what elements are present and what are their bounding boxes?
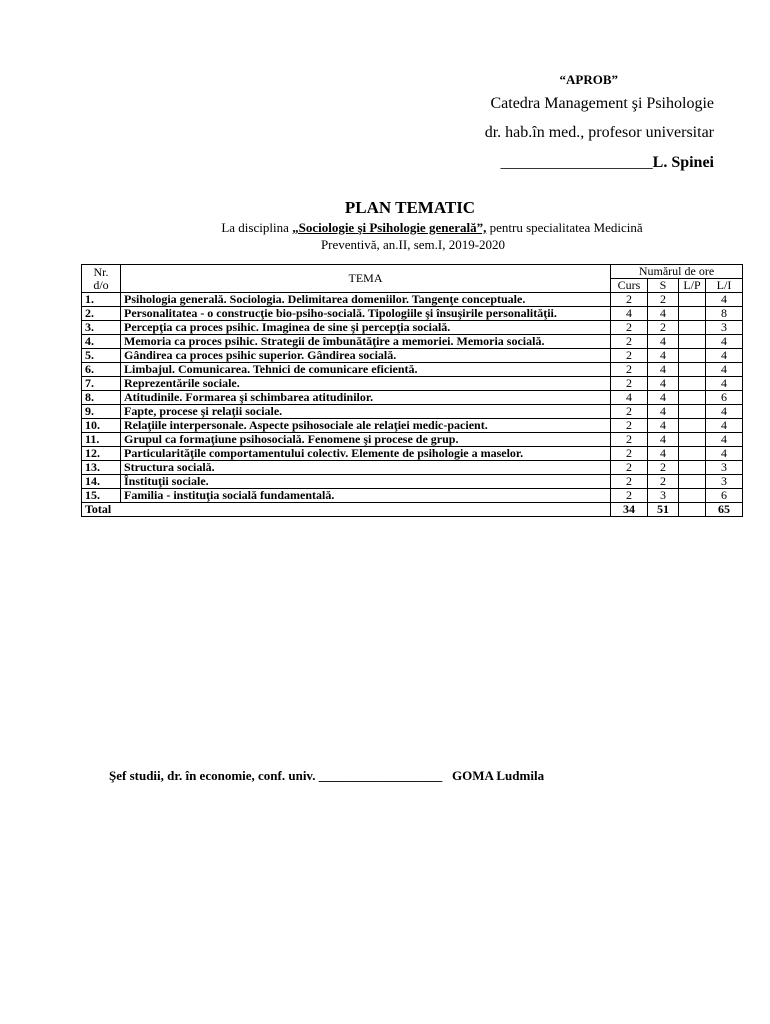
row-lp bbox=[679, 461, 706, 475]
row-number: 4. bbox=[82, 335, 121, 349]
row-number: 10. bbox=[82, 419, 121, 433]
row-curs: 2 bbox=[611, 461, 648, 475]
row-lp bbox=[679, 363, 706, 377]
row-curs: 2 bbox=[611, 419, 648, 433]
header-tema: TEMA bbox=[121, 265, 611, 293]
table-row bbox=[82, 335, 743, 349]
row-topic: Înstituţii sociale. bbox=[121, 475, 611, 489]
header-lp: L/P bbox=[679, 279, 706, 293]
row-curs: 2 bbox=[611, 447, 648, 461]
header-li: L/I bbox=[706, 279, 743, 293]
row-topic: Fapte, procese şi relaţii sociale. bbox=[121, 405, 611, 419]
row-li: 4 bbox=[706, 377, 743, 391]
row-topic: Personalitatea - o construcţie bio-psiho-socială. Tipologiile şi însuşirile personalităţii. bbox=[121, 307, 611, 321]
total-s: 51 bbox=[648, 503, 679, 517]
row-number: 2. bbox=[82, 307, 121, 321]
table-row bbox=[82, 447, 743, 461]
row-topic: Psihologia generală. Sociologia. Delimitarea domeniilor. Tangenţe conceptuale. bbox=[121, 293, 611, 307]
signature-name: L. Spinei bbox=[652, 154, 714, 171]
header-hours: Numărul de ore bbox=[611, 265, 743, 279]
total-label: Total bbox=[82, 503, 611, 517]
row-lp bbox=[679, 293, 706, 307]
footer-name: GOMA Ludmila bbox=[451, 768, 545, 783]
row-s: 4 bbox=[648, 419, 679, 433]
row-curs: 2 bbox=[611, 475, 648, 489]
signature-blank: ___________________ bbox=[500, 154, 653, 171]
approve-heading: “APROB” bbox=[559, 72, 618, 87]
row-number: 15. bbox=[82, 489, 121, 503]
row-topic: Atitudinile. Formarea şi schimbarea atitudinilor. bbox=[121, 391, 611, 405]
row-topic: Percepţia ca proces psihic. Imaginea de sine şi percepţia socială. bbox=[121, 321, 611, 335]
row-lp bbox=[679, 321, 706, 335]
row-curs: 4 bbox=[611, 391, 648, 405]
row-topic: Structura socială. bbox=[121, 461, 611, 475]
row-lp bbox=[679, 391, 706, 405]
row-li: 3 bbox=[706, 461, 743, 475]
row-li: 3 bbox=[706, 475, 743, 489]
row-topic: Gândirea ca proces psihic superior. Gândirea socială. bbox=[121, 349, 611, 363]
row-s: 2 bbox=[648, 321, 679, 335]
row-topic: Reprezentările sociale. bbox=[121, 377, 611, 391]
row-topic: Memoria ca proces psihic. Strategii de îmbunătăţire a memoriei. Memoria socială. bbox=[121, 335, 611, 349]
row-s: 4 bbox=[648, 447, 679, 461]
row-curs: 2 bbox=[611, 489, 648, 503]
row-lp bbox=[679, 307, 706, 321]
row-number: 9. bbox=[82, 405, 121, 419]
row-li: 4 bbox=[706, 363, 743, 377]
row-curs: 2 bbox=[611, 433, 648, 447]
row-li: 8 bbox=[706, 307, 743, 321]
total-curs: 34 bbox=[611, 503, 648, 517]
row-topic: Particularităţile comportamentului colectiv. Elemente de psihologie a maselor. bbox=[121, 447, 611, 461]
subtitle-prefix: La disciplina bbox=[221, 220, 293, 235]
row-s: 4 bbox=[648, 307, 679, 321]
discipline-name: „Sociologie şi Psihologie generală”, bbox=[292, 220, 487, 235]
row-curs: 2 bbox=[611, 293, 648, 307]
row-s: 4 bbox=[648, 433, 679, 447]
total-lp bbox=[679, 503, 706, 517]
row-s: 4 bbox=[648, 349, 679, 363]
department-line: Catedra Management şi Psihologie bbox=[490, 95, 714, 112]
table-total-row bbox=[82, 503, 743, 517]
row-number: 6. bbox=[82, 363, 121, 377]
row-s: 4 bbox=[648, 391, 679, 405]
row-lp bbox=[679, 335, 706, 349]
subtitle-suffix: pentru specialitatea Medicină bbox=[486, 220, 643, 235]
row-number: 7. bbox=[82, 377, 121, 391]
table-row bbox=[82, 321, 743, 335]
total-li: 65 bbox=[706, 503, 743, 517]
row-number: 5. bbox=[82, 349, 121, 363]
header-curs: Curs bbox=[611, 279, 648, 293]
table-row bbox=[82, 419, 743, 433]
table-row bbox=[82, 349, 743, 363]
row-lp bbox=[679, 349, 706, 363]
row-number: 12. bbox=[82, 447, 121, 461]
row-s: 4 bbox=[648, 335, 679, 349]
table-row bbox=[82, 391, 743, 405]
row-li: 6 bbox=[706, 489, 743, 503]
row-number: 8. bbox=[82, 391, 121, 405]
row-s: 4 bbox=[648, 405, 679, 419]
row-topic: Familia - instituţia socială fundamentală. bbox=[121, 489, 611, 503]
row-lp bbox=[679, 489, 706, 503]
table-row bbox=[82, 293, 743, 307]
table-header-row bbox=[82, 265, 743, 279]
row-li: 4 bbox=[706, 419, 743, 433]
footer-signature bbox=[109, 768, 544, 784]
table-row bbox=[82, 489, 743, 503]
header-s: S bbox=[648, 279, 679, 293]
row-curs: 2 bbox=[611, 321, 648, 335]
table-row bbox=[82, 475, 743, 489]
table-row bbox=[82, 363, 743, 377]
row-li: 4 bbox=[706, 433, 743, 447]
row-lp bbox=[679, 433, 706, 447]
row-li: 4 bbox=[706, 349, 743, 363]
row-number: 3. bbox=[82, 321, 121, 335]
row-li: 6 bbox=[706, 391, 743, 405]
header-nr: Nr. d/o bbox=[82, 265, 121, 293]
row-lp bbox=[679, 447, 706, 461]
row-curs: 2 bbox=[611, 377, 648, 391]
table-row bbox=[82, 405, 743, 419]
page-title: PLAN TEMATIC bbox=[344, 198, 476, 217]
row-s: 2 bbox=[648, 293, 679, 307]
professor-line: dr. hab.în med., profesor universitar bbox=[484, 124, 714, 141]
row-curs: 2 bbox=[611, 363, 648, 377]
row-topic: Limbajul. Comunicarea. Tehnici de comunicare eficientă. bbox=[121, 363, 611, 377]
subtitle-line-2: Preventivă, an.II, sem.I, 2019-2020 bbox=[320, 237, 506, 252]
row-li: 3 bbox=[706, 321, 743, 335]
topics-table bbox=[81, 264, 743, 517]
row-s: 3 bbox=[648, 489, 679, 503]
row-number: 1. bbox=[82, 293, 121, 307]
row-li: 4 bbox=[706, 335, 743, 349]
row-curs: 2 bbox=[611, 349, 648, 363]
row-s: 2 bbox=[648, 461, 679, 475]
signature-line bbox=[294, 154, 714, 172]
row-lp bbox=[679, 377, 706, 391]
row-number: 13. bbox=[82, 461, 121, 475]
row-curs: 2 bbox=[611, 335, 648, 349]
table-row bbox=[82, 377, 743, 391]
table-row bbox=[82, 433, 743, 447]
row-curs: 2 bbox=[611, 405, 648, 419]
row-topic: Grupul ca formaţiune psihosocială. Fenomene şi procese de grup. bbox=[121, 433, 611, 447]
row-lp bbox=[679, 475, 706, 489]
table-row bbox=[82, 307, 743, 321]
row-topic: Relaţiile interpersonale. Aspecte psihosociale ale relaţiei medic-pacient. bbox=[121, 419, 611, 433]
footer-text: Şef studii, dr. în economie, conf. univ. bbox=[109, 768, 316, 783]
row-s: 4 bbox=[648, 363, 679, 377]
row-lp bbox=[679, 419, 706, 433]
footer-blank: ___________________ bbox=[318, 768, 443, 783]
row-li: 4 bbox=[706, 405, 743, 419]
row-li: 4 bbox=[706, 293, 743, 307]
subtitle-line-1 bbox=[0, 220, 770, 236]
row-s: 2 bbox=[648, 475, 679, 489]
row-li: 4 bbox=[706, 447, 743, 461]
table-row bbox=[82, 461, 743, 475]
row-s: 4 bbox=[648, 377, 679, 391]
row-curs: 4 bbox=[611, 307, 648, 321]
row-number: 11. bbox=[82, 433, 121, 447]
row-number: 14. bbox=[82, 475, 121, 489]
row-lp bbox=[679, 405, 706, 419]
